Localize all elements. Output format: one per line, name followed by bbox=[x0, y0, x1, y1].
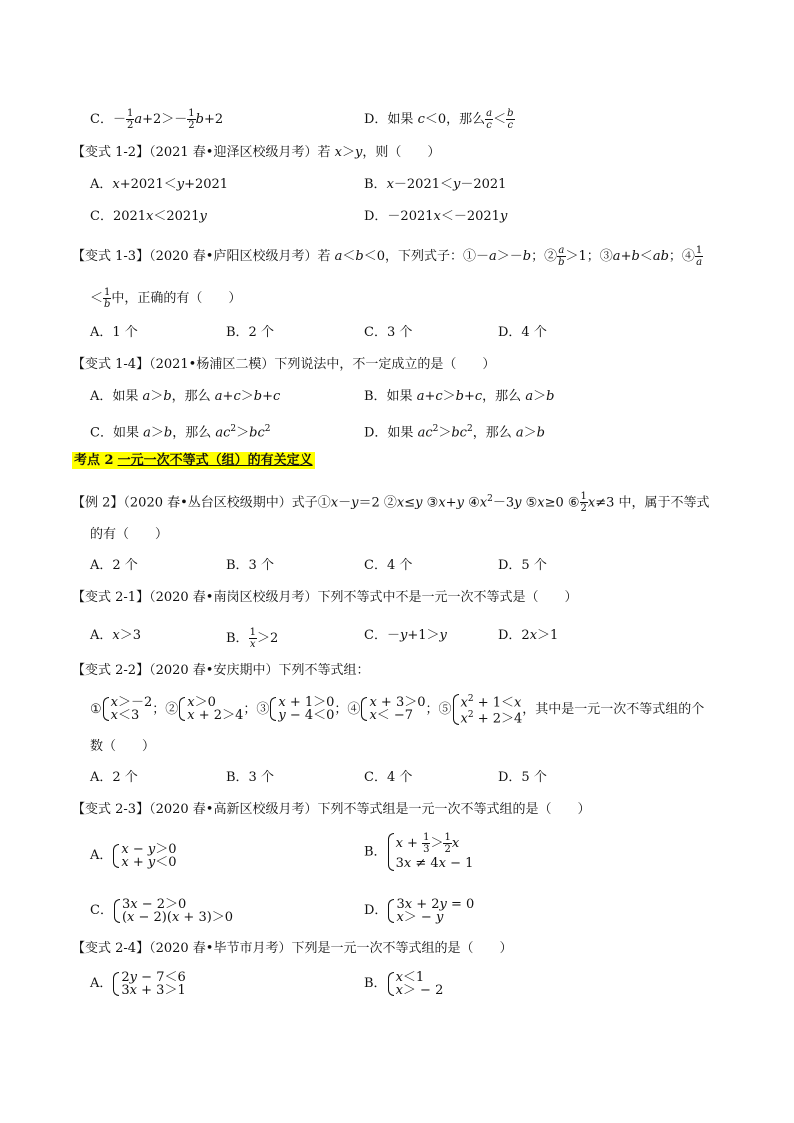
option-c: C．4 个 bbox=[364, 558, 413, 573]
question-1-3-cont: ＜ $\frac{1}{b}$ 中，正确的有（ ） bbox=[90, 287, 242, 310]
option-d: D．如果 $ac^2>bc^2$，那么 a＞b bbox=[364, 424, 545, 441]
option-d: D． 3x + 2y = 0 x＞ − y bbox=[364, 896, 475, 925]
option-a: A．如果 a＞b，那么 a+c＞b+c bbox=[90, 389, 281, 404]
option-c: C．3 个 bbox=[364, 325, 413, 340]
option-c: C．4 个 bbox=[364, 770, 413, 785]
section-heading: 考点 2 一元一次不等式（组）的有关定义 bbox=[74, 453, 313, 468]
option-d: D．4 个 bbox=[498, 325, 547, 340]
option-d: D．－2021x＜－2021y bbox=[364, 209, 508, 224]
question-2-4: 【变式 2-4】（2020 春•毕节市月考）下列是一元一次不等式组的是（ ） bbox=[72, 941, 513, 956]
option-b: B． $\frac{1}{x}$ ＞2 bbox=[226, 627, 279, 650]
option-a: A． x − y＞0 x + y＜0 bbox=[90, 841, 177, 870]
option-a: A．2 个 bbox=[90, 558, 138, 573]
option-d: D．2x＞1 bbox=[498, 628, 559, 643]
option-c: C．如果 a＞b，那么 $ac^2>bc^2$ bbox=[90, 424, 271, 441]
option-b: B．3 个 bbox=[226, 558, 274, 573]
option-b: B．2 个 bbox=[226, 325, 274, 340]
option-b: B． x + $\frac{1}{3}$ ＞ $\frac{1}{2}$ x 3x ≠ 4x − 1 bbox=[364, 832, 474, 871]
option-a: A．x＞3 bbox=[90, 628, 142, 643]
option-b: B． x＜1 x＞ − 2 bbox=[364, 969, 444, 998]
question-2-2-cont: 数（ ） bbox=[90, 739, 156, 754]
option-a: A． 2y − 7＜6 3x + 3＞1 bbox=[90, 969, 186, 998]
question-2-2: 【变式 2-2】（2020 春•安庆期中）下列不等式组： bbox=[72, 663, 370, 678]
option-c: C． 3x − 2＞0 (x − 2)(x + 3)＞0 bbox=[90, 896, 234, 925]
option-b: B．3 个 bbox=[226, 770, 274, 785]
question-1-2: 【变式 1-2】（2021 春•迎泽区校级月考）若 x＞y，则（ ） bbox=[72, 145, 441, 160]
option-b: B．x－2021＜y－2021 bbox=[364, 177, 507, 192]
question-1-3: 【变式 1-3】（2020 春•庐阳区校级月考）若 a＜b＜0，下列式子：①－a＞－b；② $\frac{a}{b}$ ＞1；③a+b＜ab；④ $\frac{1}{a}$ bbox=[72, 245, 703, 268]
systems-list: ① x＞－2 x＜3 ；② x＞0 x + 2＞4 ；③ x + 1＞0 y − 4＜0 ；④ x + 3＞0 x＜ −7 ；⑤ $x^2 + 1<x$ $x^2 + 2>4$ ，其中是一元一次不等式组的个 bbox=[90, 694, 705, 727]
option-d: D．5 个 bbox=[498, 558, 547, 573]
option-a: A．1 个 bbox=[90, 325, 138, 340]
option-d: D．如果 c＜0，那么 $\frac{a}{c}$ ＜ $\frac{b}{c}$ bbox=[364, 108, 514, 131]
question-2-1: 【变式 2-1】（2020 春•南岗区校级月考）下列不等式中不是一元一次不等式是（ ） bbox=[72, 590, 578, 605]
example-2-cont: 的有（ ） bbox=[90, 527, 169, 542]
question-2-3: 【变式 2-3】（2020 春•高新区校级月考）下列不等式组是一元一次不等式组的是（ ） bbox=[72, 802, 591, 817]
option-c: C．－y+1＞y bbox=[364, 628, 447, 643]
option-c: C．2021x＜2021y bbox=[90, 209, 207, 224]
example-2: 【例 2】（2020 春•丛台区校级期中）式子①x－y＝2 ②x≤y ③x+y $④x^2-3y$ ⑤x≥0 ⑥ $\frac{1}{2}$ x≠3 中，属于不等式 bbox=[72, 491, 710, 515]
question-1-4: 【变式 1-4】（2021•杨浦区二模）下列说法中，不一定成立的是（ ） bbox=[72, 357, 496, 372]
option-c: C．－ $\frac{1}{2}$ a+2＞－ $\frac{1}{2}$ b+2 bbox=[90, 108, 224, 131]
option-d: D．5 个 bbox=[498, 770, 547, 785]
option-b: B．如果 a+c＞b+c，那么 a＞b bbox=[364, 389, 555, 404]
option-a: A．2 个 bbox=[90, 770, 138, 785]
option-a: A．x+2021＜y+2021 bbox=[90, 177, 229, 192]
